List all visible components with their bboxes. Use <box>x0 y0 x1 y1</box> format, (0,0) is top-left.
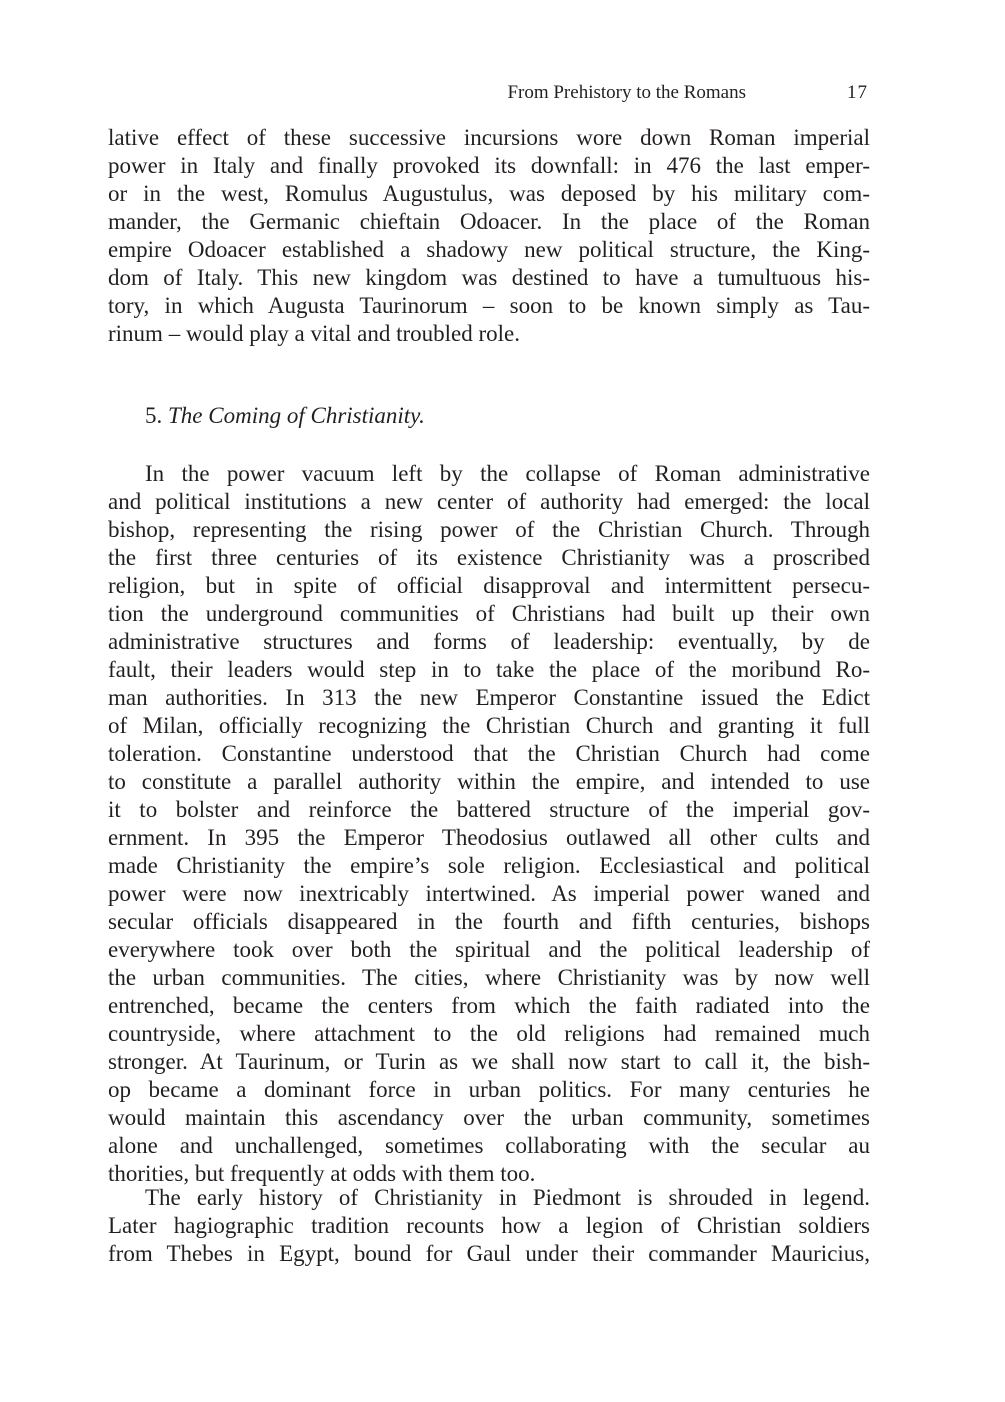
section-title: The Coming of Christianity. <box>168 403 425 428</box>
text-line: In the power vacuum left by the collapse of Roman administrative <box>145 461 870 486</box>
text-line: it to bolster and reinforce the battered structure of the imperial gov- <box>108 797 870 822</box>
text-line: to constitute a parallel authority within the empire, and intended to use <box>108 769 870 794</box>
text-line: tion the underground communities of Christians had built up their own <box>108 601 870 626</box>
text-line: bishop, representing the rising power of the Christian Church. Through <box>108 517 870 542</box>
text-line: empire Odoacer established a shadowy new political structure, the King- <box>108 237 870 262</box>
text-line: lative effect of these successive incursions wore down Roman imperial <box>108 125 870 150</box>
text-line: ernment. In 395 the Emperor Theodosius outlawed all other cults and <box>108 825 870 850</box>
text-line: alone and unchallenged, sometimes collaborating with the secular au <box>108 1133 870 1158</box>
text-line: power in Italy and finally provoked its downfall: in 476 the last emper- <box>108 153 870 178</box>
paragraph <box>108 124 870 348</box>
text-line: stronger. At Taurinum, or Turin as we shall now start to call it, the bish- <box>108 1049 870 1074</box>
text-line: dom of Italy. This new kingdom was destined to have a tumultuous his- <box>108 265 870 290</box>
text-line: religion, but in spite of official disapproval and intermittent persecu- <box>108 573 870 598</box>
text-line: the first three centuries of its existence Christianity was a proscribed <box>108 545 870 570</box>
text-line: countryside, where attachment to the old religions had remained much <box>108 1021 870 1046</box>
text-line: op became a dominant force in urban politics. For many centuries he <box>108 1077 870 1102</box>
section-number: 5. <box>145 403 163 428</box>
paragraph <box>108 460 870 1188</box>
text-line: power were now inextricably intertwined. As imperial power waned and <box>108 881 870 906</box>
text-line: tory, in which Augusta Taurinorum – soon to be known simply as Tau- <box>108 293 870 318</box>
text-line: and political institutions a new center of authority had emerged: the local <box>108 489 870 514</box>
text-line: from Thebes in Egypt, bound for Gaul under their commander Mauricius, <box>108 1241 870 1266</box>
text-line: the urban communities. The cities, where Christianity was by now well <box>108 965 870 990</box>
text-line: thorities, but frequently at odds with them too. <box>108 1161 536 1186</box>
page-number: 17 <box>847 82 868 103</box>
section-heading <box>145 402 425 430</box>
text-line: entrenched, became the centers from which the faith radiated into the <box>108 993 870 1018</box>
text-line: The early history of Christianity in Piedmont is shrouded in legend. <box>145 1185 870 1210</box>
text-line: Later hagiographic tradition recounts how a legion of Christian soldiers <box>108 1213 870 1238</box>
text-line: toleration. Constantine understood that the Christian Church had come <box>108 741 870 766</box>
text-line: of Milan, officially recognizing the Christian Church and granting it full <box>108 713 870 738</box>
text-line: secular officials disappeared in the fourth and fifth centuries, bishops <box>108 909 870 934</box>
text-line: or in the west, Romulus Augustulus, was deposed by his military com- <box>108 181 870 206</box>
text-line: made Christianity the empire’s sole religion. Ecclesiastical and political <box>108 853 870 878</box>
text-line: man authorities. In 313 the new Emperor Constantine issued the Edict <box>108 685 870 710</box>
text-line: everywhere took over both the spiritual and the political leadership of <box>108 937 870 962</box>
running-head <box>108 80 870 106</box>
text-line: administrative structures and forms of leadership: eventually, by de <box>108 629 870 654</box>
running-title: From Prehistory to the Romans <box>507 82 746 103</box>
text-line: fault, their leaders would step in to take the place of the moribund Ro- <box>108 657 870 682</box>
text-line: would maintain this ascendancy over the urban community, sometimes <box>108 1105 870 1130</box>
paragraph <box>108 1184 870 1268</box>
text-line: mander, the Germanic chieftain Odoacer. In the place of the Roman <box>108 209 870 234</box>
text-line: rinum – would play a vital and troubled role. <box>108 321 520 346</box>
